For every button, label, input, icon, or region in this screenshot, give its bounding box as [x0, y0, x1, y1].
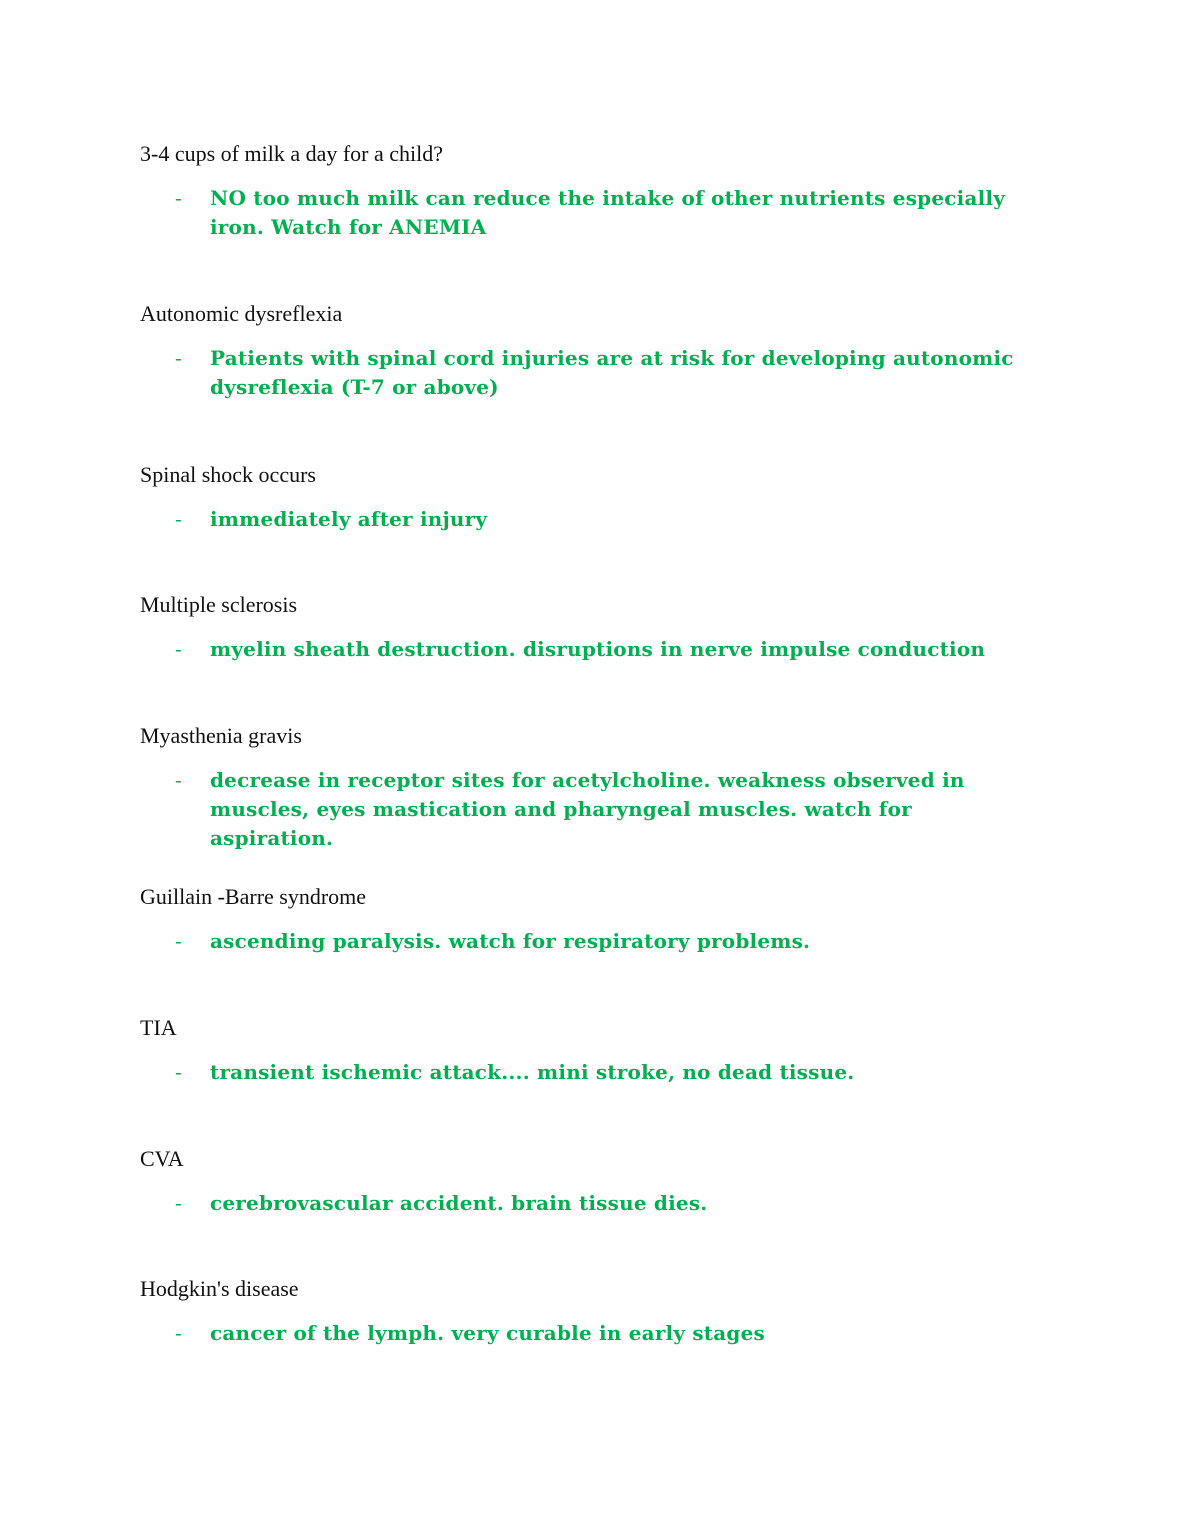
note-question: Guillain -Barre syndrome	[140, 884, 367, 909]
note-answer	[140, 1319, 1040, 1348]
bullet-dash: -	[175, 768, 182, 792]
bullet-dash: -	[175, 929, 182, 953]
note-entry-hodgkins-disease	[140, 1275, 1040, 1348]
bullet-dash: -	[175, 186, 182, 210]
note-entry-tia	[140, 1014, 1040, 1087]
note-answer-text: myelin sheath destruction. disruptions in nerve impulse conduction	[210, 637, 986, 661]
note-answer-text: NO too much milk can reduce the intake of other nutrients especially iron. Watch for ANEMIA	[210, 186, 1006, 239]
note-answer-text: immediately after injury	[210, 507, 488, 531]
note-question: Hodgkin's disease	[140, 1276, 299, 1301]
note-answer	[140, 1189, 1040, 1218]
note-entry-myasthenia-gravis	[140, 722, 1040, 853]
note-entry-spinal-shock	[140, 461, 1040, 534]
note-answer	[140, 184, 1040, 242]
note-question: TIA	[140, 1015, 177, 1040]
note-entry-multiple-sclerosis	[140, 591, 1040, 664]
note-answer	[140, 766, 1040, 853]
bullet-dash: -	[175, 507, 182, 531]
note-question: Myasthenia gravis	[140, 723, 302, 748]
note-entry-cva	[140, 1145, 1040, 1218]
note-answer-text: transient ischemic attack.... mini stroke, no dead tissue.	[210, 1060, 855, 1084]
note-answer	[140, 1058, 1040, 1087]
bullet-dash: -	[175, 1060, 182, 1084]
note-answer	[140, 635, 1040, 664]
note-answer	[140, 344, 1040, 402]
note-entry-guillain-barre	[140, 883, 1040, 956]
note-answer	[140, 927, 1040, 956]
note-entry-milk	[140, 140, 1040, 242]
bullet-dash: -	[175, 637, 182, 661]
note-answer	[140, 505, 1040, 534]
note-answer-text: ascending paralysis. watch for respiratory problems.	[210, 929, 811, 953]
note-question: Multiple sclerosis	[140, 592, 298, 617]
note-answer-text: cerebrovascular accident. brain tissue dies.	[210, 1191, 708, 1215]
bullet-dash: -	[175, 1191, 182, 1215]
note-question: Spinal shock occurs	[140, 462, 316, 487]
note-question: CVA	[140, 1146, 184, 1171]
note-question: Autonomic dysreflexia	[140, 301, 343, 326]
note-answer-text: Patients with spinal cord injuries are at risk for developing autonomic dysreflexia (T-7 or above)	[210, 346, 1014, 399]
bullet-dash: -	[175, 1321, 182, 1345]
bullet-dash: -	[175, 346, 182, 370]
note-answer-text: decrease in receptor sites for acetylcholine. weakness observed in muscles, eyes mastication and pharyngeal muscles. watch for aspiration.	[210, 768, 965, 850]
note-question: 3-4 cups of milk a day for a child?	[140, 141, 444, 166]
note-answer-text: cancer of the lymph. very curable in early stages	[210, 1321, 765, 1345]
note-entry-autonomic-dysreflexia	[140, 300, 1040, 402]
